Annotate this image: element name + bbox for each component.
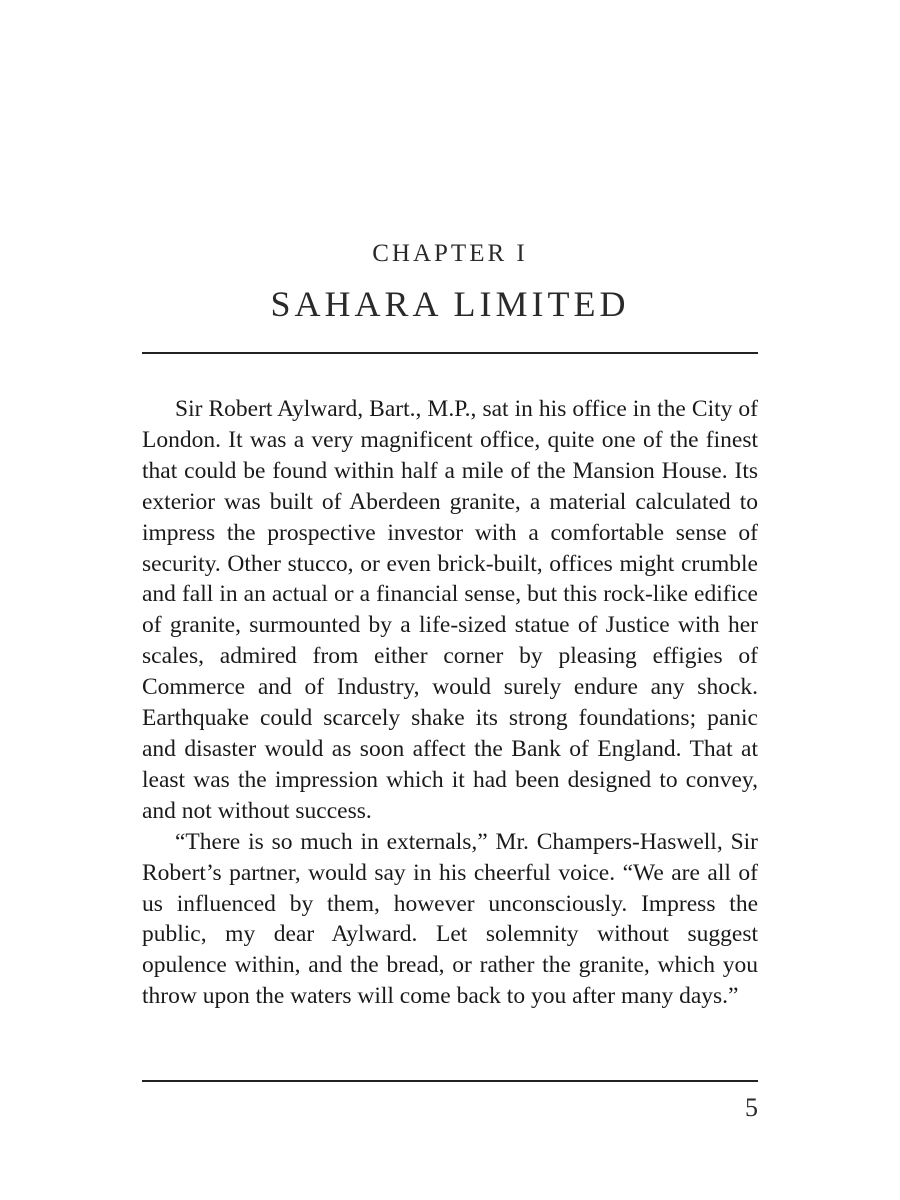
chapter-label: CHAPTER I: [372, 240, 528, 267]
footer-divider: [142, 1080, 758, 1082]
paragraph-1: Sir Robert Aylward, Bart., M.P., sat in his office in the City of London. It was a very magnificent office, quite one of the finest that could be found within half a mile of the Mansion House. Its exterior was built of Aberdeen granite, a material calculated to impress the prospective investor with a comfortable sense of security. Other stucco, or even brick-built, offices might crumble and fall in an actual or a financial sense, but this rock-like edifice of granite, surmounted by a life-sized statue of Justice with her scales, admired from either corner by pleasing effigies of Commerce and of Industry, would surely endure any shock. Earthquake could scarcely shake its strong foundations; panic and disaster would as soon affect the Bank of England. That at least was the impression which it had been designed to convey, and not without success.: [142, 396, 758, 824]
chapter-title: SAHARA LIMITED: [270, 284, 630, 324]
paragraph-2: “There is so much in externals,” Mr. Champers-Haswell, Sir Robert’s partner, would say in his cheerful voice. “We are all of us influenced by them, however unconsciously. Impress the public, my dear Aylward. Let solemnity without suggest opulence within, and the bread, or rather the granite, which you throw upon the waters will come back to you after many days.”: [142, 828, 758, 1010]
page-number: 5: [745, 1093, 758, 1122]
header-divider: [142, 352, 758, 354]
chapter-body: [142, 394, 758, 1012]
